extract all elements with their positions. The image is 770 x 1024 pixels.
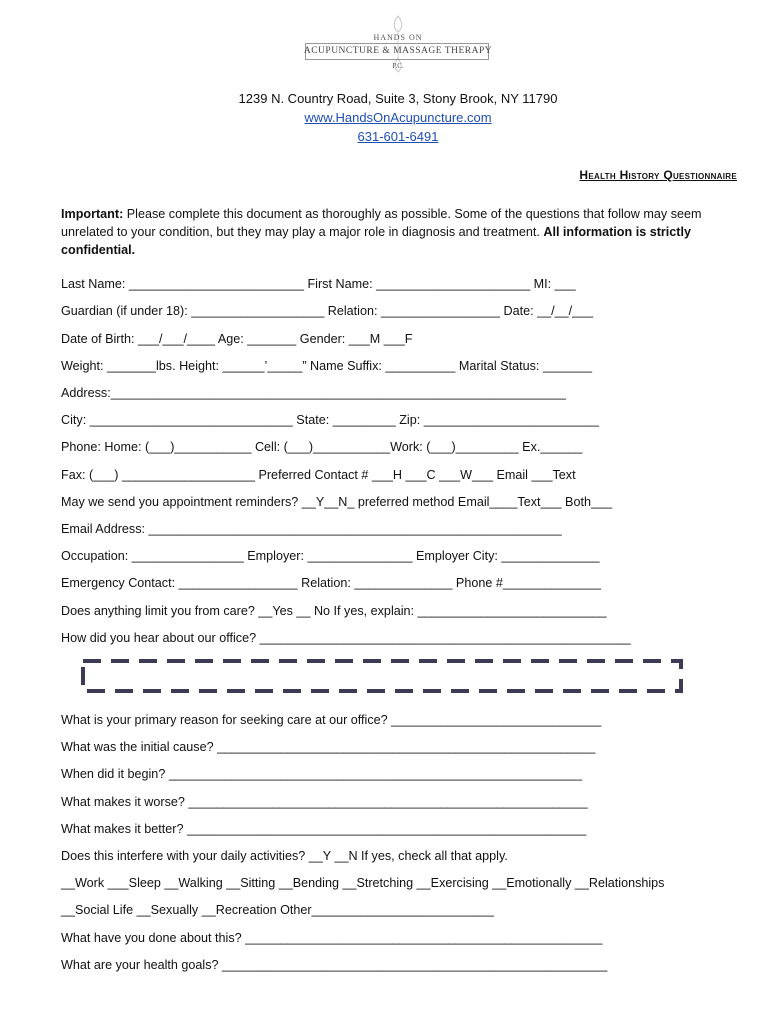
field-referral[interactable]: How did you hear about our office? _____________________________________________________: [61, 631, 631, 645]
question-better[interactable]: What makes it better? _________________________________________________________: [61, 822, 587, 836]
field-occupation[interactable]: Occupation: ________________ Employer: _______________ Employer City: ______________: [61, 549, 600, 563]
important-text: Please complete this document as thoroughly as possible. Some of the questions that follow may seem unrelated to your condition, but they may play a major role in diagnosis and treatment.: [61, 207, 702, 239]
activities-list-2[interactable]: __Social Life __Sexually __Recreation Other__________________________: [61, 903, 494, 917]
logo-line-name: ACUPUNCTURE & MASSAGE THERAPY: [303, 46, 493, 56]
logo-line-pc: P.C.: [392, 62, 404, 70]
important-label: Important:: [61, 207, 124, 221]
question-done-about[interactable]: What have you done about this? ___________________________________________________: [61, 931, 603, 945]
phone-link[interactable]: 631-601-6491: [357, 129, 439, 144]
question-when-begin[interactable]: When did it begin? ___________________________________________________________: [61, 767, 583, 781]
clinic-address: 1239 N. Country Road, Suite 3, Stony Brook, NY 11790: [238, 91, 558, 106]
field-limit-care[interactable]: Does anything limit you from care? __Yes __ No If yes, explain: ___________________________: [61, 604, 607, 618]
activities-list-1[interactable]: __Work ___Sleep __Walking __Sitting __Bending __Stretching __Exercising __Emotionally __Relationships: [61, 876, 665, 890]
field-phone[interactable]: Phone: Home: (___)___________ Cell: (___)___________Work: (___)_________ Ex.______: [61, 440, 583, 454]
field-reminders[interactable]: May we send you appointment reminders? __Y__N_ preferred method Email____Text___ Both___: [61, 495, 612, 509]
important-notice: [61, 205, 721, 259]
field-address[interactable]: Address:_________________________________________________________________: [61, 386, 566, 400]
question-worse[interactable]: What makes it worse? _________________________________________________________: [61, 795, 588, 809]
dashed-input-box[interactable]: [80, 658, 684, 694]
clinic-logo: [300, 14, 496, 74]
field-guardian[interactable]: Guardian (if under 18): ___________________ Relation: _________________ Date: __/__/___: [61, 304, 594, 318]
website-link[interactable]: www.HandsOnAcupuncture.com: [304, 110, 492, 125]
field-fax[interactable]: Fax: (___) ___________________ Preferred Contact # ___H ___C ___W___ Email ___Text: [61, 468, 576, 482]
field-emergency-contact[interactable]: Emergency Contact: _________________ Relation: ______________ Phone #______________: [61, 576, 601, 590]
field-city[interactable]: City: _____________________________ State: _________ Zip: _________________________: [61, 413, 599, 427]
confidential-note: All information is strictly confidential.: [61, 225, 691, 257]
field-dob[interactable]: Date of Birth: ___/___/____ Age: _______ Gender: ___M ___F: [61, 332, 413, 346]
question-initial-cause[interactable]: What was the initial cause? ______________________________________________________: [61, 740, 596, 754]
question-health-goals[interactable]: What are your health goals? _______________________________________________________: [61, 958, 608, 972]
field-name[interactable]: Last Name: _________________________ First Name: ______________________ MI: ___: [61, 277, 576, 291]
website-link-wrap: [0, 110, 770, 125]
question-primary-reason[interactable]: What is your primary reason for seeking care at our office? ______________________________: [61, 713, 602, 727]
phone-link-wrap: [0, 129, 770, 144]
field-email[interactable]: Email Address: ___________________________________________________________: [61, 522, 562, 536]
logo-line-hands-on: HANDS ON: [373, 33, 423, 42]
field-weight[interactable]: Weight: _______lbs. Height: ______’_____” Name Suffix: __________ Marital Status: _______: [61, 359, 592, 373]
form-title: Health History Questionnaire: [579, 168, 737, 182]
question-interfere[interactable]: Does this interfere with your daily activities? __Y __N If yes, check all that apply.: [61, 849, 508, 863]
